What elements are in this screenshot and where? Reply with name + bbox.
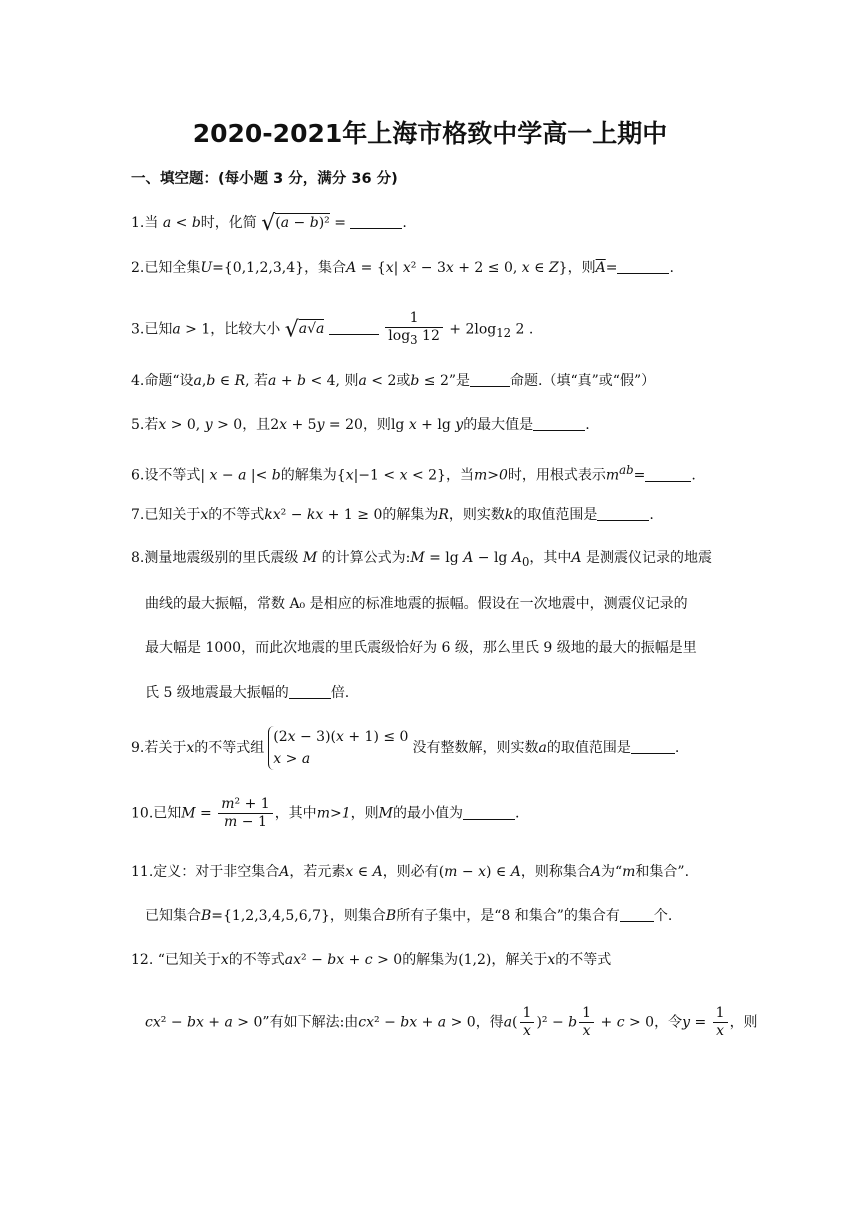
answer-blank [617,259,669,274]
answer-blank [597,506,649,521]
answer-blank [533,416,585,431]
question-2: 2.已知全集U={0,1,2,3,4}，集合A = {x| x² − 3x + 2 ≤ 0, x ∈ Z}，则$\overline{A}=$ . [131,260,674,276]
answer-blank [620,907,654,922]
question-12-line-2: cx² − bx + a > 0”有如下解法:由cx² − bx + a > 0，得a( $\frac{1}{x}$ )² − b $\frac{1}{x}$ + c > 0，令y = $\frac{1}{x}$ ，则 [145,1005,758,1039]
answer-blank [329,320,379,335]
answer-blank [470,372,510,387]
page-title: 2020-2021年上海市格致中学高一上期中 [192,119,668,148]
question-1: 1.当 a < b时，化简 √(a − b)² = . [131,211,407,236]
question-12: 12. “已知关于x的不等式ax² − bx + c > 0的解集为(1,2)，解关于x的不等式 [131,952,612,968]
answer-blank [289,684,331,699]
answer-blank [350,214,402,229]
question-8-line-4: 氏 5 级地震最大振幅的 倍. [145,685,350,701]
question-8: 8.测量地震级别的里氏震级 M 的计算公式为:M = $\lg A - \lg A_0$，其中A 是测震仪记录的地震 [131,550,712,569]
question-10: 10.已知M = $\frac{\text{m² + 1}}{m - 1}$ ，其中m>1，则M的最小值为 . [131,796,520,830]
question-3: 3.已知a > 1，比较大小 √a√a $\frac{1}{\log_3 12}$ + $2\log_{12}$ 2 . [131,310,534,347]
question-8-line-2: 曲线的最大振幅，常数 A₀ 是相应的标准地震的振幅。假设在一次地震中，测震仪记录的 [145,596,688,612]
question-8-line-3: 最大幅是 1000，而此次地震的里氏震级恰好为 6 级，那么里氏 9 级地的最大的振幅是里 [145,640,697,656]
question-7: 7.已知关于x的不等式kx² − kx + 1 ≥ 0的解集为R，则实数k的取值范围是 . [131,507,654,523]
section-heading: 一、填空题：(每小题 3 分，满分 36 分) [131,171,398,187]
question-11: 11.定义：对于非空集合A，若元素x ∈ A，则必有(m − x) ∈ A，则称集合A为“m和集合”. [131,864,690,880]
answer-blank [463,805,515,820]
question-9: 9.若关于x的不等式组 (2x − 3)(x + 1) ≤ 0 x > a 没有整数解，则实数a的取值范围是 . [131,726,679,770]
question-11-line-2: 已知集合B={1,2,3,4,5,6,7}，则集合B所有子集中，是“8 和集合”的集合有 个. [145,908,673,924]
question-5: 5.若x > 0, y > 0，且2x + 5y = 20，则lg x + lg y的最大值是 . [131,417,590,433]
question-4: 4.命题“设a,b ∈ R, 若a + b < 4, 则a < 2或b ≤ 2”是 命题.（填“真”或“假”） [131,373,656,389]
question-6: 6.设不等式| x − a |< b的解集为{x|−1 < x < 2}，当m>0时，用根式表示$m^{ab}=$ . [131,463,696,484]
answer-blank [645,467,691,482]
answer-blank [631,739,675,754]
